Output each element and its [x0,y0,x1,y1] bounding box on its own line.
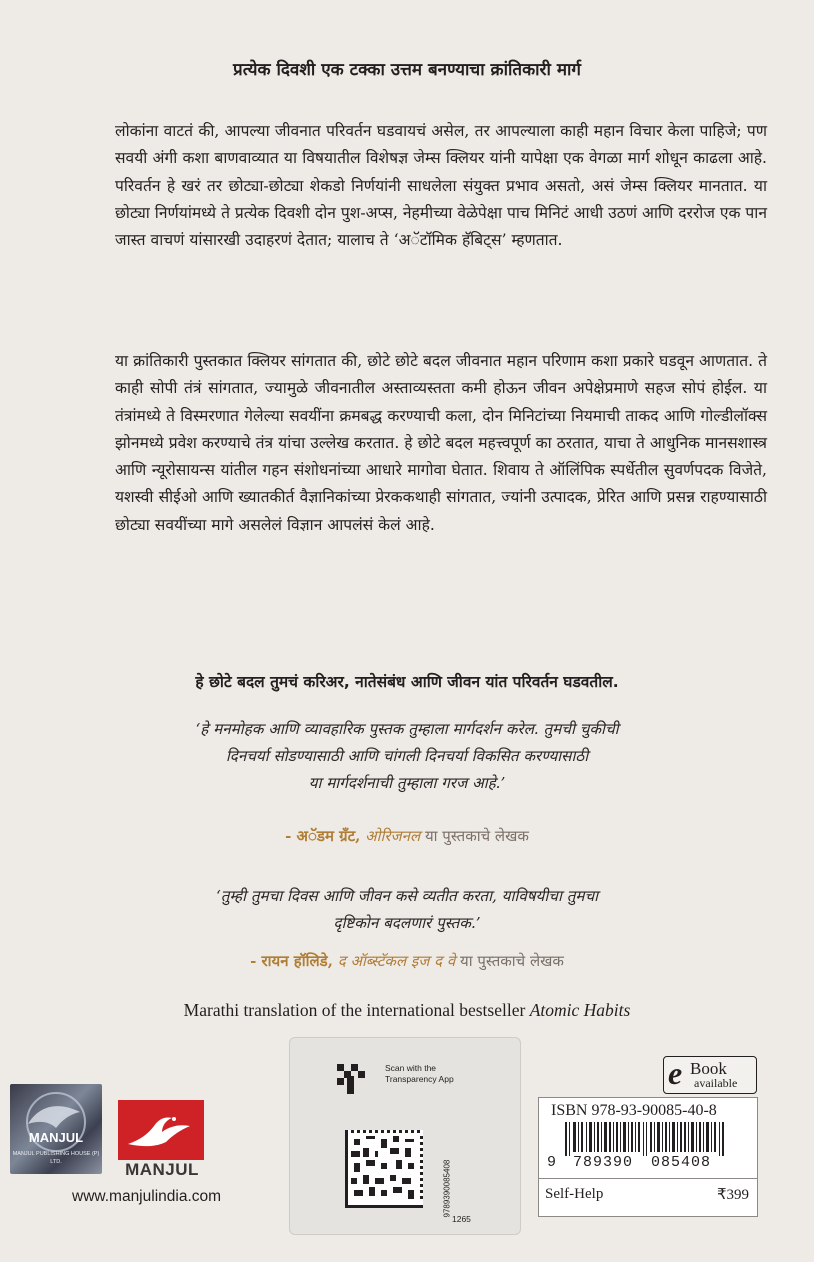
sticker-number: 1265 [452,1214,471,1224]
logo-text: MANJUL [125,1160,199,1179]
quote-1-suffix: या पुस्तकाचे लेखक [424,827,529,845]
quote-1 [0,716,814,797]
tagline: हे छोटे बदल तुमचं करिअर, नातेसंबंध आणि जीवन यांत परिवर्तन घडवतील. [195,673,619,691]
quote-2-attribution [0,951,814,971]
quote-2-work: द ऑब्स्टॅकल इज द वे [337,952,456,970]
ebook-line-1: Book [690,1059,727,1078]
english-note [0,1000,814,1021]
datamatrix-code-icon[interactable] [345,1130,423,1208]
sticker-code: 9789390085408 [442,1159,452,1218]
barcode-digits-right: 085408 [651,1154,712,1171]
seal-subtext: MANJUL PUBLISHING HOUSE (P) LTD. [12,1151,100,1165]
transparency-logo-icon [337,1064,365,1094]
quote-2 [0,883,814,937]
quote-1-author: - अॅडम ग्रँट, [285,827,361,845]
ebook-line-2: available [694,1076,738,1090]
quote-2-author: - रायन हॉलिडे, [250,952,333,970]
barcode-digit-first: 9 [547,1154,558,1171]
ebook-e-icon: e [668,1055,683,1091]
manjul-logo-icon [118,1100,204,1160]
transparency-sticker [289,1037,521,1235]
publisher-seal [10,1084,102,1174]
scan-line-2: Transparency App [385,1074,454,1084]
isbn-box [538,1097,758,1217]
publisher-website: www.manjulindia.com [72,1188,222,1205]
price-label: ₹399 [716,1187,749,1203]
quote-2-suffix: या पुस्तकाचे लेखक [460,952,564,970]
english-note-text: Marathi translation of the international bestseller [183,1000,526,1020]
quote-1-line-2: दिनचर्या सोडण्यासाठी आणि चांगली दिनचर्या विकसित करण्यासाठी [225,747,589,765]
seal-name: MANJUL [28,1130,84,1145]
isbn-divider [539,1178,757,1179]
barcode-icon[interactable] [551,1122,745,1156]
cover-title: प्रत्येक दिवशी एक टक्का उत्तम बनण्याचा क्रांतिकारी मार्ग [233,60,581,80]
quote-2-line-1: ‘तुम्ही तुमचा दिवस आणि जीवन कसे व्यतीत करता, याविषयीचा तुमचा [215,887,599,905]
quote-2-line-2: दृष्टिकोन बदलणारं पुस्तक.’ [333,914,481,932]
description-paragraph-1: लोकांना वाटतं की, आपल्या जीवनात परिवर्तन घडवायचं असेल, तर आपल्याला काही महान विचार केला पाहिजे; पण सवयी अंगी कशा बाणवाव्यात या विषयातील विशेषज्ञ जेम्स क्लियर यांनी यापेक्षा एक वेगळा मार्ग शोधून काढला आहे. परिवर्तन हे खरं तर छोट्या-छोट्या शेकडो निर्णयांनी साधलेला संयुक्त प्रभाव असतो, असं जेम्स क्लियर मानतात. या छोट्या निर्णयांमध्ये ते प्रत्येक दिवशी दोन पुश-अप्स, नेहमीच्या वेळेपेक्षा पाच मिनिटं आधी उठणं आणि दररोज एक पान जास्त वाचणं यांसारखी उदाहरणं देतात; यालाच ते ‘अॅटॉमिक हॅबिट्स’ म्हणतात. [115,122,767,250]
quote-1-attribution [0,826,814,846]
english-note-book: Atomic Habits [529,1000,631,1020]
scan-line-1: Scan with the [385,1063,437,1073]
ebook-badge [663,1056,757,1094]
quote-1-line-3: या मार्गदर्शनाची तुम्हाला गरज आहे.’ [308,774,506,792]
quote-1-line-1: ‘हे मनमोहक आणि व्यावहारिक पुस्तक तुम्हाला मार्गदर्शन करेल. तुमची चुकीची [195,720,619,738]
scan-instructions [385,1063,495,1085]
barcode-digits-left: 789390 [573,1154,634,1171]
genre-label: Self-Help [545,1186,604,1202]
quote-1-work: ओरिजनल [365,827,421,845]
description-paragraph-2: या क्रांतिकारी पुस्तकात क्लियर सांगतात की, छोटे छोटे बदल जीवनात महान परिणाम कशा प्रकारे घडवून आणतात. ते काही सोपी तंत्रं सांगतात, ज्यामुळे जीवनातील अस्ताव्यस्तता कमी होऊन जीवन अपेक्षेप्रमाणे सहज सोपं होईल. या तंत्रांमध्ये ते विस्मरणात गेलेल्या सवयींना क्रमबद्ध करण्याची कला, दोन मिनिटांच्या नियमाची ताकद आणि गोल्डीलॉक्स झोनमध्ये प्रवेश करण्याचे तंत्र यांचा उल्लेख करतात. हे छोटे बदल महत्त्वपूर्ण का ठरतात, याचा ते आधुनिक मानसशास्त्र आणि न्यूरोसायन्स यांतील गहन संशोधनांच्या आधारे मागोवा घेतात. शिवाय ते ऑलिंपिक स्पर्धेतील सुवर्णपदक विजेते, यशस्वी सीईओ आणि ख्यातकीर्त वैज्ञानिकांच्या प्रेरककथाही सांगतात, ज्यांनी उत्पादक, प्रेरित आणि प्रसन्न राहण्यासाठी छोट्या सवयींच्या मागे असलेलं विज्ञान आपलंसं केलं आहे. [115,352,767,534]
isbn-label: ISBN 978-93-90085-40-8 [551,1102,717,1119]
